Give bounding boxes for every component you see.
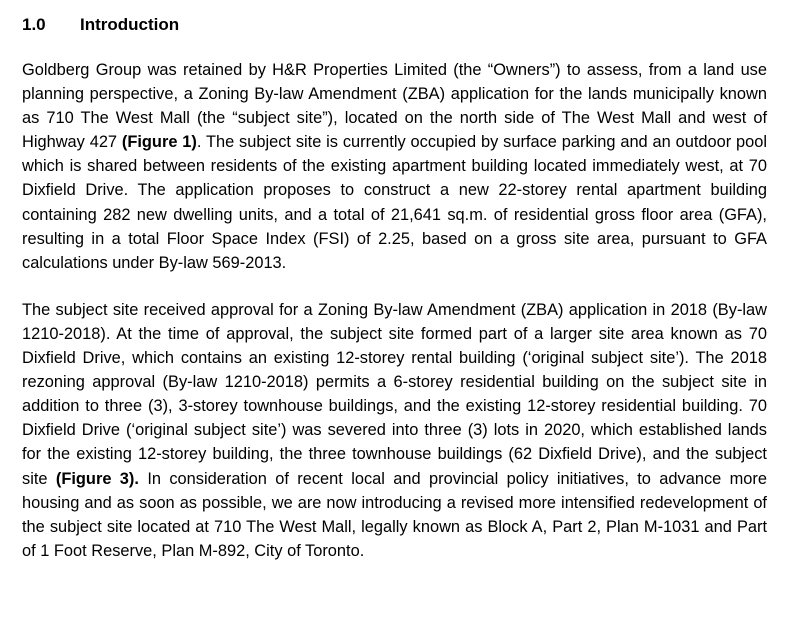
section-title: Introduction (80, 15, 180, 34)
intro-paragraph-2 (22, 298, 767, 563)
paragraph-2-text-end: In consideration of recent local and provincial policy initiatives, to advance more housing and as soon as possible, we are now introducing a revised more intensified redevelopment of the subject site located at 710 The West Mall, legally known as Block A, Part 2, Plan M-1031 and Part of 1 Foot Reserve, Plan M-892, City of Toronto. (22, 469, 767, 560)
intro-paragraph-1 (22, 58, 767, 275)
figure-3-reference: (Figure 3). (55, 469, 139, 488)
paragraph-2-text-start: The subject site received approval for a Zoning By-law Amendment (ZBA) application in 2018 (By-law 1210-2018). At the time of approval, the subject site formed part of a larger site area known as 70 Dixfield Drive, which contains an existing 12-storey rental building (‘original subject site’). The 2018 rezoning approval (By-law 1210-2018) permits a 6-storey residential building on the subject site in addition to three (3), 3-storey townhouse buildings, and the existing 12-storey residential building. 70 Dixfield Drive (‘original subject site’) was severed into three (3) lots in 2020, which established lands for the existing 12-storey building, the three townhouse buildings (62 Dixfield Drive), and the subject site (22, 300, 767, 488)
section-heading (22, 14, 767, 36)
paragraph-1-text-end: . The subject site is currently occupied by surface parking and an outdoor pool which is shared between residents of the existing apartment building located immediately west, at 70 Dixfield Drive. The application proposes to construct a new 22-storey rental apartment building containing 282 new dwelling units, and a total of 21,641 sq.m. of residential gross floor area (GFA), resulting in a total Floor Space Index (FSI) of 2.25, based on a gross site area, pursuant to GFA calculations under By-law 569-2013. (22, 133, 768, 272)
section-number: 1.0 (22, 15, 46, 34)
paragraph-1-text-start: Goldberg Group was retained by H&R Properties Limited (the “Owners”) to assess, from a land use planning perspective, a Zoning By-law Amendment (ZBA) application for the lands municipally known as 710 The West Mall (the “subject site”), located on the north side of The West Mall and west of Highway 427 (22, 61, 767, 152)
figure-1-reference: (Figure 1) (121, 133, 197, 152)
